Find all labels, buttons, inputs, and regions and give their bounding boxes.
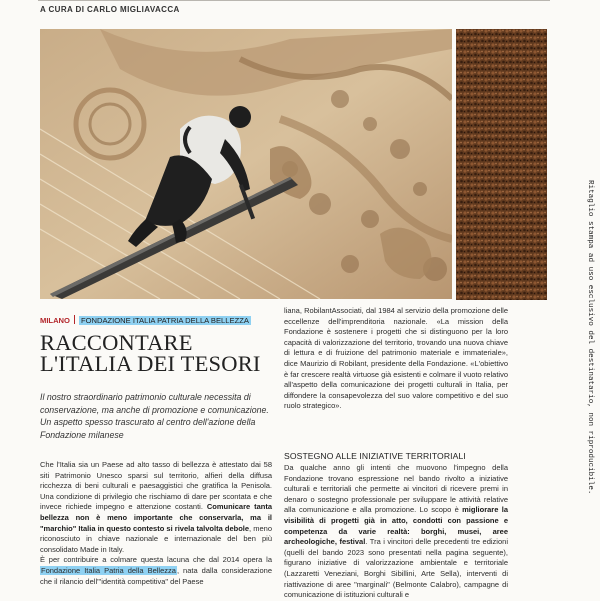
col3-bold-a: migliorare la visibilità di progetti già in atto, condotti con passione e competenza da varie realtà: borghi, musei, aree archeologiche, festival [284,505,508,547]
column-2-text: liana, RobilantAssociati, dal 1984 al servizio della promozione delle eccellenze dell'imprenditoria nazionale. «La mission della Fondazione è sostenere i progetti che si distinguono per la loro capacità di valorizzazione del territorio, trovando una nuova chiave di lettura e di fruizione del patrimonio materiale e immateriale», dice Maurizio di Robilant, presidente della Fondazione. «L'obiettivo è far crescere realtà virtuose già esistenti e colmare il vuoto relativo all'aspetto della comunicazione dei progetti culturali in Italia, per diffondere la consapevolezza del suo valore competitivo e del suo ruolo strategico». [284,306,508,411]
main-photo [40,29,452,299]
title-line-1: RACCONTARE [40,330,193,355]
article-subtitle: Il nostro straordinario patrimonio culturale necessita di conservazione, ma anche di promozione e comunicazione. Un aspetto spesso trascurato al centro dell'azione della Fondazione milanese [40,392,269,440]
column-3-text [284,463,508,601]
texture-photo [456,29,547,300]
col1-text-a: Che l'Italia sia un Paese ad alto tasso di bellezza è attestato dai 58 siti Patrimonio Unesco sparsi sul territorio, alfieri della diffusa ricchezza di beni culturali e paesaggistici che gratifica la Penisola. Una condizione di privilegio che rischiamo di dare per scontata e che invece richiede impegno e attenzione costanti. [40,460,272,512]
top-rule [38,0,550,1]
kicker-organization: FONDAZIONE ITALIA PATRIA DELLA BELLEZZA [80,316,249,325]
col1-bold-a: Comunicare tanta bellezza non è meno importante che conservarla, ma il "marchio" Italia in questo contesto si rivela talvolta debole [40,502,272,533]
section-kicker [40,315,251,325]
column-1-text [40,460,272,555]
col1-text-c: È per contribuire a colmare questa lacuna che dal 2014 opera la [40,555,272,565]
body-column-2 [284,306,508,412]
restorer-illustration [40,29,452,299]
curator-credit: A CURA DI CARLO MIGLIAVACCA [40,5,180,14]
column-1-para-2 [40,555,272,587]
section-heading: SOSTEGNO ALLE INIZIATIVE TERRITORIALI [284,451,466,461]
body-column-3 [284,451,508,601]
col1-text-b: , meno riconosciuto in chiave nazionale e internazionale del ben più consolidato Made in Italy. [40,523,272,554]
kicker-divider [74,315,75,324]
body-column-1 [40,460,272,587]
col3-text-b: . Tra i vincitori delle precedenti tre edizioni (quelli del bando 2023 sono presentati nella pagina seguente), figurano iniziative di valorizzazione ambientale e territoriale (Lazzaretti Veneziani, Borghi Sibillini, Arte Sella), interventi di riattivazione di aree "marginali" (Belmonte Calabro), campagne di comunicazione di istituzioni culturali e [284,537,508,600]
title-line-2: L'ITALIA DEI TESORI [40,351,261,376]
clipping-notice: Ritaglio stampa ad uso esclusivo del destinatario, non riproducibile. [586,180,594,495]
granular-texture [456,29,547,300]
col3-text-a: Da qualche anno gli intenti che muovono l'impegno della Fondazione trovano espressione nel bando rivolto a iniziative culturali e territoriali che permette ai vincitori di ricevere premi in denaro o sostegno professionale per sviluppare le attività relative alla comunicazione e alla promozione. Lo scopo è [284,463,508,515]
highlighted-foundation-name: Fondazione Italia Patria della Bellezza [41,565,176,575]
col1-text-d: , nata dalla considerazione che il rilancio dell'"identità competitiva" del Paese [40,565,272,586]
article-title [40,332,270,374]
kicker-city: MILANO [40,316,70,325]
